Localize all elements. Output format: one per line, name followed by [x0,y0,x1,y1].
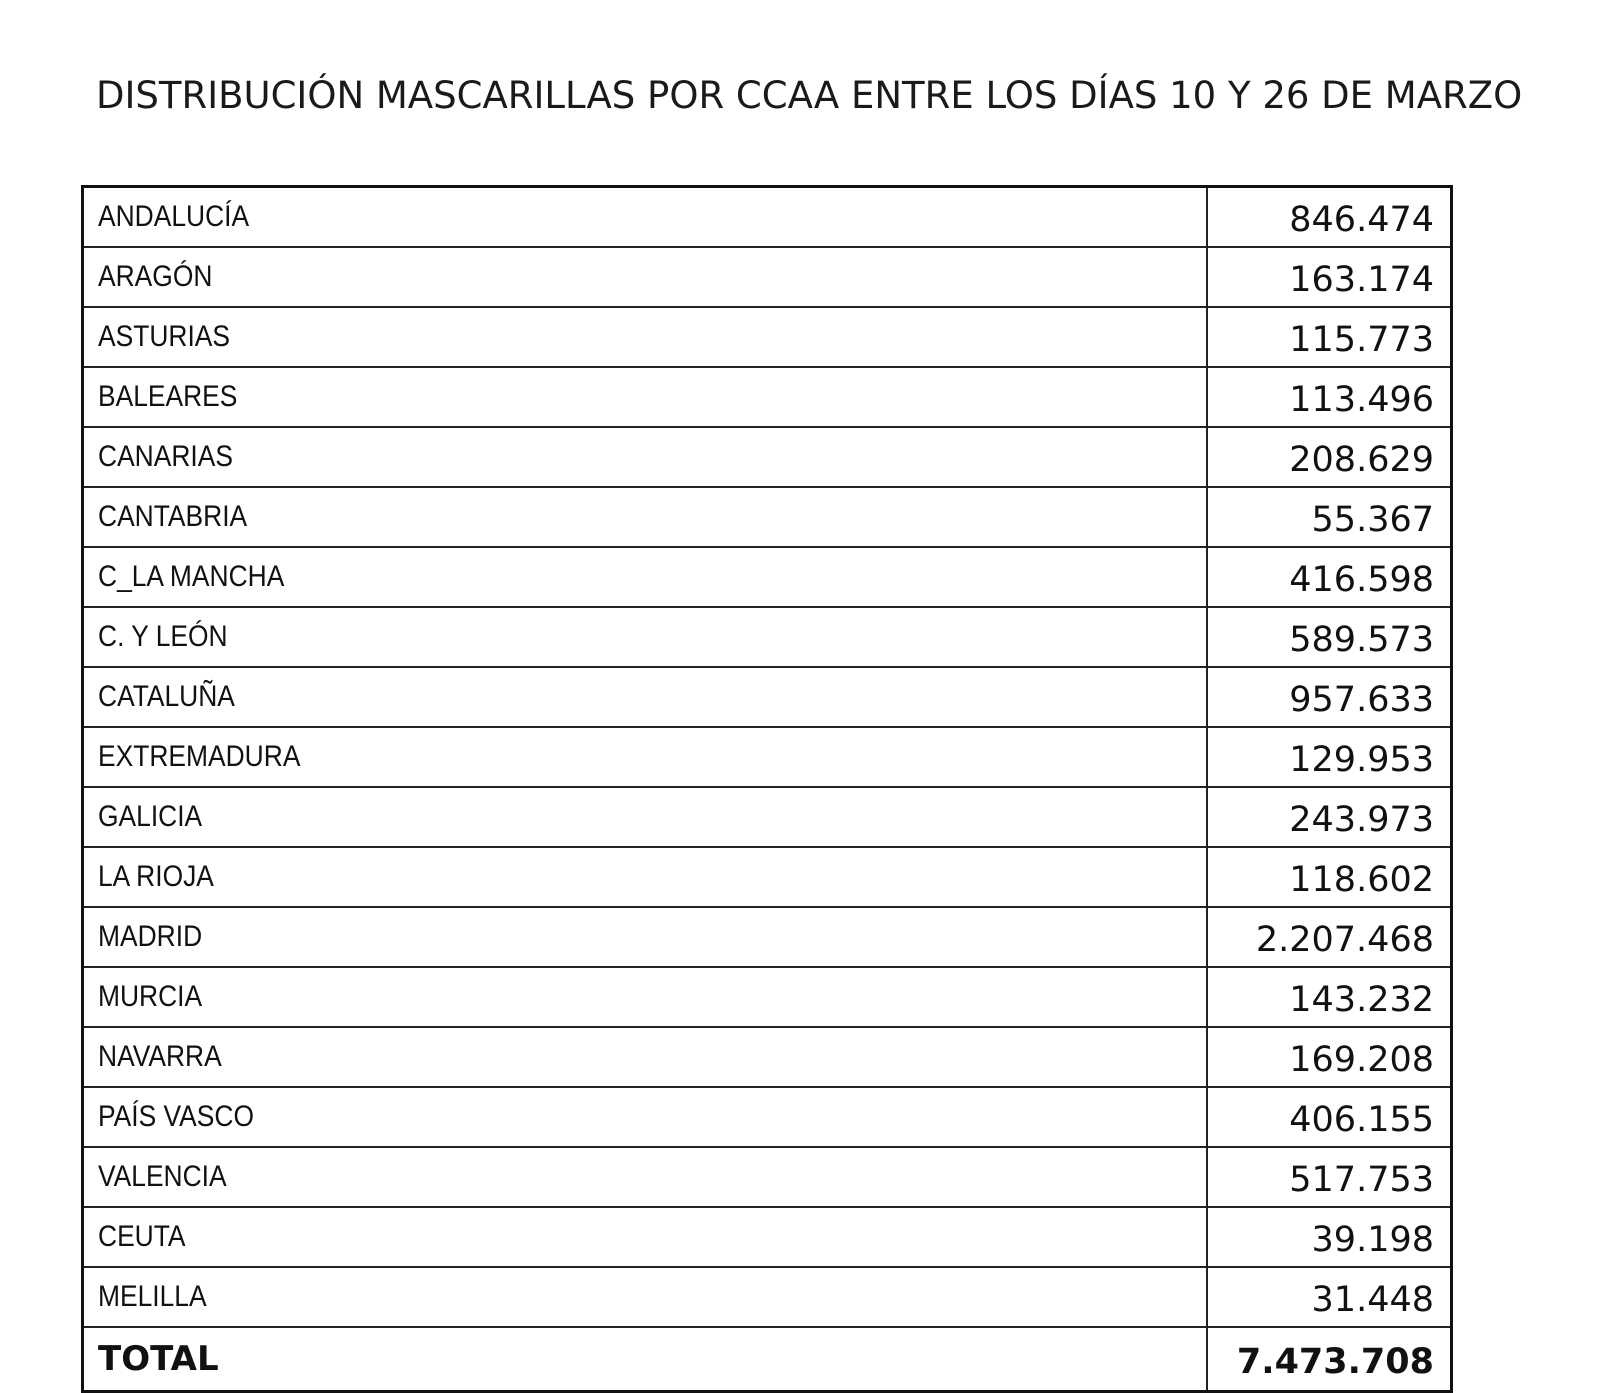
table-row [83,667,1452,727]
total-label-cell [83,1327,1208,1392]
table-row [83,1027,1452,1087]
region-cell [83,1027,1208,1087]
distribution-table [81,185,1453,1393]
region-name: MELILLA [98,1280,207,1313]
table-row [83,607,1452,667]
table-row [83,1207,1452,1267]
region-cell [83,247,1208,307]
region-cell [83,487,1208,547]
region-name: GALICIA [98,800,203,833]
mask-count-cell: 406.155 [1207,1087,1452,1147]
region-cell [83,1147,1208,1207]
region-cell [83,727,1208,787]
region-name: MURCIA [98,980,203,1013]
mask-count-cell: 115.773 [1207,307,1452,367]
mask-count-cell: 143.232 [1207,967,1452,1027]
mask-count-cell: 118.602 [1207,847,1452,907]
region-name: CANTABRIA [98,500,248,533]
region-cell [83,907,1208,967]
region-cell [83,427,1208,487]
mask-count-cell: 2.207.468 [1207,907,1452,967]
table-row [83,187,1452,248]
region-cell [83,967,1208,1027]
region-name: CATALUÑA [98,680,235,713]
total-label: TOTAL [98,1339,219,1379]
region-name: C. Y LEÓN [98,620,228,653]
mask-count-cell: 163.174 [1207,247,1452,307]
mask-count-cell: 589.573 [1207,607,1452,667]
mask-count-cell: 416.598 [1207,547,1452,607]
region-cell [83,667,1208,727]
region-cell [83,1267,1208,1327]
mask-count-cell: 169.208 [1207,1027,1452,1087]
region-cell [83,187,1208,248]
region-name: PAÍS VASCO [98,1100,255,1133]
mask-count-cell: 243.973 [1207,787,1452,847]
table-row [83,1147,1452,1207]
region-name: NAVARRA [98,1040,222,1073]
mask-count-cell: 31.448 [1207,1267,1452,1327]
table-row [83,1267,1452,1327]
region-cell [83,1087,1208,1147]
total-row [83,1327,1452,1392]
mask-count-cell: 129.953 [1207,727,1452,787]
mask-count-cell: 517.753 [1207,1147,1452,1207]
region-cell [83,847,1208,907]
table-row [83,727,1452,787]
region-name: EXTREMADURA [98,740,301,773]
region-cell [83,547,1208,607]
table-row [83,547,1452,607]
table-row [83,487,1452,547]
region-name: MADRID [98,920,203,953]
region-name: ANDALUCÍA [98,200,250,233]
region-name: C_LA MANCHA [98,560,285,593]
table-row [83,967,1452,1027]
table-row [83,307,1452,367]
table-row [83,847,1452,907]
mask-count-cell: 113.496 [1207,367,1452,427]
region-cell [83,607,1208,667]
page-title: DISTRIBUCIÓN MASCARILLAS POR CCAA ENTRE LOS DÍAS 10 Y 26 DE MARZO [96,74,1523,117]
table-row [83,787,1452,847]
table-row [83,427,1452,487]
mask-count-cell: 957.633 [1207,667,1452,727]
mask-count-cell: 846.474 [1207,187,1452,248]
mask-count-cell: 208.629 [1207,427,1452,487]
region-name: VALENCIA [98,1160,227,1193]
table-row [83,907,1452,967]
region-name: BALEARES [98,380,238,413]
region-name: CEUTA [98,1220,186,1253]
total-value-cell: 7.473.708 [1207,1327,1452,1392]
region-cell [83,787,1208,847]
distribution-table-body [83,187,1452,1392]
region-name: LA RIOJA [98,860,214,893]
region-name: CANARIAS [98,440,233,473]
mask-count-cell: 55.367 [1207,487,1452,547]
table-row [83,247,1452,307]
region-cell [83,1207,1208,1267]
region-cell [83,307,1208,367]
region-name: ASTURIAS [98,320,231,353]
mask-count-cell: 39.198 [1207,1207,1452,1267]
table-row [83,367,1452,427]
region-name: ARAGÓN [98,260,213,293]
region-cell [83,367,1208,427]
table-row [83,1087,1452,1147]
